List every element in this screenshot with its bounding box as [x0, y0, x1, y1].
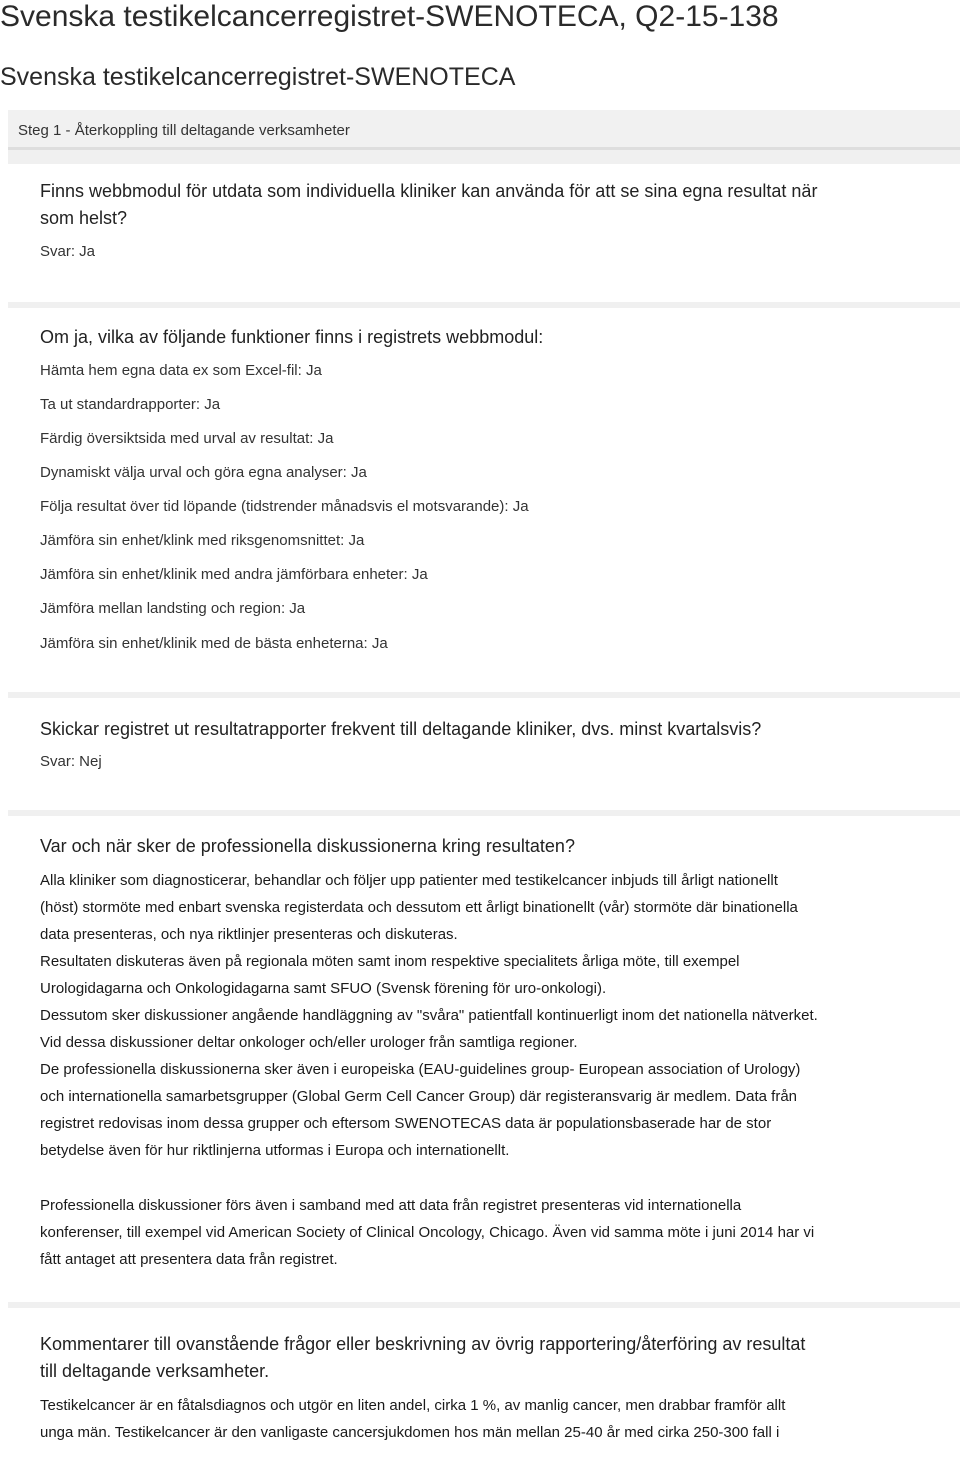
answer-diskussioner [40, 867, 930, 1164]
feature-item: Dynamiskt välja urval och göra egna analyser: Ja [40, 464, 367, 481]
feature-item: Jämföra sin enhet/klinik med de bästa enheterna: Ja [40, 635, 388, 652]
feature-item: Ta ut standardrapporter: Ja [40, 396, 221, 413]
question-resultatrapporter: Skickar registret ut resultatrapporter frekvent till deltagande kliniker, dvs. minst kvartalsvis? [40, 719, 762, 739]
answer-diskussioner-konferenser [40, 1192, 930, 1273]
answer-line: unga män. Testikelcancer är den vanligaste cancersjukdomen hos män mellan 25-40 år med cirka 250-300 fall i [40, 1424, 780, 1441]
answer-line: betydelse även för hur riktlinjerna utformas i Europa och internationellt. [40, 1142, 510, 1159]
answer-line: fått antaget att presentera data från registret. [40, 1251, 338, 1268]
answer-line: data presenteras, och nya riktlinjer presenteras och diskuteras. [40, 926, 458, 943]
question-webbmodul-line2: som helst? [40, 208, 128, 228]
answer-line: (höst) stormöte med enbart svenska registerdata och dessutom ett årligt binationellt (vår) stormöte där binationella [40, 899, 798, 916]
answer-line: Alla kliniker som diagnosticerar, behandlar och följer upp patienter med testikelcancer inbjuds till årligt nationellt [40, 872, 778, 889]
question-card-resultatrapporter [12, 698, 960, 810]
answer-line: och internationella samarbetsgrupper (Global Germ Cell Cancer Group) där registeransvarig är medlem. Data från [40, 1088, 798, 1105]
answer-line: Vid dessa diskussioner deltar onkologer och/eller urologer från samtliga regioner. [40, 1034, 578, 1051]
document-subtitle: Svenska testikelcancerregistret-SWENOTECA [0, 63, 516, 91]
answer-line: Resultaten diskuteras även på regionala möten samt inom respektive specialitets årliga möte, till exempel [40, 953, 740, 970]
step-label: Steg 1 - Återkoppling till deltagande verksamheter [18, 122, 350, 139]
feature-item: Hämta hem egna data ex som Excel-fil: Ja [40, 362, 322, 379]
question-kommentarer-line1: Kommentarer till ovanstående frågor eller beskrivning av övrig rapportering/återföring av resultat [40, 1334, 806, 1354]
answer-line: registret redovisas inom dessa grupper och eftersom SWENOTECAS data är populationsbaserade har de stor [40, 1115, 772, 1132]
answer-line: konferenser, till exempel vid American Society of Clinical Oncology, Chicago. Även vid samma möte i juni 2014 har vi [40, 1224, 815, 1241]
question-diskussioner: Var och när sker de professionella diskussionerna kring resultaten? [40, 836, 575, 856]
question-funktioner: Om ja, vilka av följande funktioner finns i registrets webbmodul: [40, 327, 544, 347]
answer-line: De professionella diskussionerna sker även i europeiska (EAU-guidelines group- European association of Urology) [40, 1061, 801, 1078]
feature-item: Jämföra mellan landsting och region: Ja [40, 600, 306, 617]
answer-resultatrapporter: Svar: Nej [40, 753, 102, 770]
answer-kommentarer [40, 1392, 930, 1446]
document-title: Svenska testikelcancerregistret-SWENOTECA, Q2-15-138 [0, 0, 779, 33]
answer-line: Urologidagarna och Onkologidagarna samt SFUO (Svensk förening för uro-onkologi). [40, 980, 607, 997]
section-divider [8, 150, 960, 164]
question-webbmodul-line1: Finns webbmodul för utdata som individuella kliniker kan använda för att se sina egna resultat när [40, 181, 818, 201]
answer-line: Testikelcancer är en fåtalsdiagnos och utgör en liten andel, cirka 1 %, av manlig cancer, men drabbar framför allt [40, 1397, 786, 1414]
step-header [8, 110, 960, 150]
feature-item: Jämföra sin enhet/klink med riksgenomsnittet: Ja [40, 532, 365, 549]
answer-line: Professionella diskussioner förs även i samband med att data från registret presenteras vid internationella [40, 1197, 742, 1214]
feature-item: Följa resultat över tid löpande (tidstrender månadsvis el motsvarande): Ja [40, 498, 529, 515]
feature-item: Färdig översiktsida med urval av resultat: Ja [40, 430, 334, 447]
answer-line: Dessutom sker diskussioner angående handläggning av "svåra" patientfall kontinuerligt inom det nationella nätverket. [40, 1007, 818, 1024]
question-kommentarer-line2: till deltagande verksamheter. [40, 1361, 270, 1381]
feature-item: Jämföra sin enhet/klinik med andra jämförbara enheter: Ja [40, 566, 428, 583]
answer-webbmodul: Svar: Ja [40, 243, 96, 260]
